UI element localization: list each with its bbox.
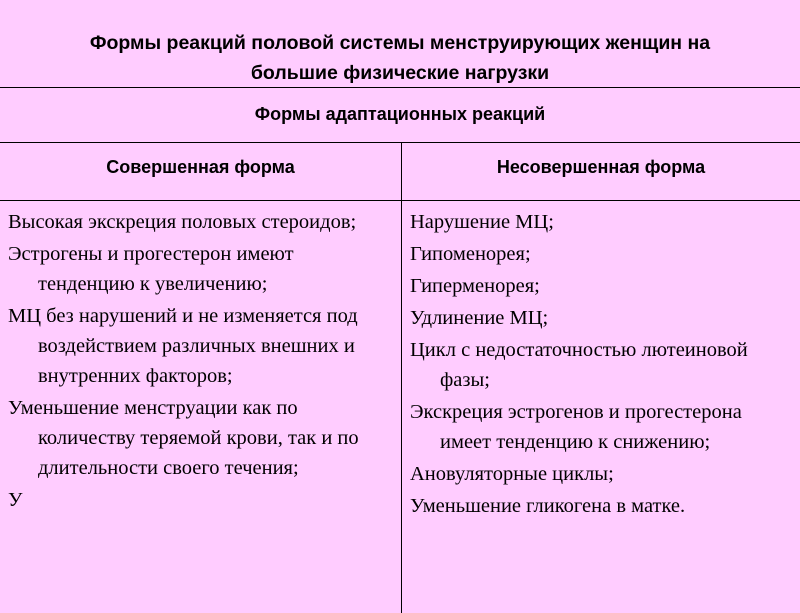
list-item: Уменьшение гликогена в матке. [410, 495, 686, 517]
list-item: Высокая экскреция половых стероидов; [8, 211, 357, 233]
list-item: Эстрогены и прогестерон имеют тенденцию к увеличению; [8, 243, 294, 295]
list-item: Удлинение МЦ; [410, 307, 549, 329]
list-item: Экскреция эстрогенов и прогестерона имеет тенденцию к снижению; [410, 401, 742, 453]
imperfect-form-cell [402, 201, 800, 523]
table-header-row [0, 88, 800, 143]
list-item: Гипоменорея; [410, 243, 531, 265]
list-item: Цикл с недостаточностью лютеиновой фазы; [410, 339, 748, 391]
column-header-imperfect: Несовершенная форма [496, 157, 706, 177]
table-header-cell: Формы адаптационных реакций [254, 104, 546, 124]
slide-title-line-2: большие физические нагрузки [250, 62, 550, 84]
slide-title [0, 28, 800, 88]
list-item: МЦ без нарушений и не изменяется под воздействием различных внешних и внутренних факторов; [8, 305, 358, 387]
list-item: Гиперменорея; [410, 275, 540, 297]
list-item: Ановуляторные циклы; [410, 463, 614, 485]
slide-title-line-1: Формы реакций половой системы менструирующих женщин на [89, 32, 711, 54]
list-item: Нарушение МЦ; [410, 211, 554, 233]
adaptation-forms-table [0, 87, 800, 607]
column-headers-row [0, 143, 800, 201]
column-header-perfect: Совершенная форма [106, 157, 295, 177]
list-item: Уменьшение менструации как по количеству теряемой крови, так и по длительности своего течения; [8, 397, 359, 479]
list-item: У [8, 489, 23, 511]
perfect-form-cell [0, 201, 401, 517]
